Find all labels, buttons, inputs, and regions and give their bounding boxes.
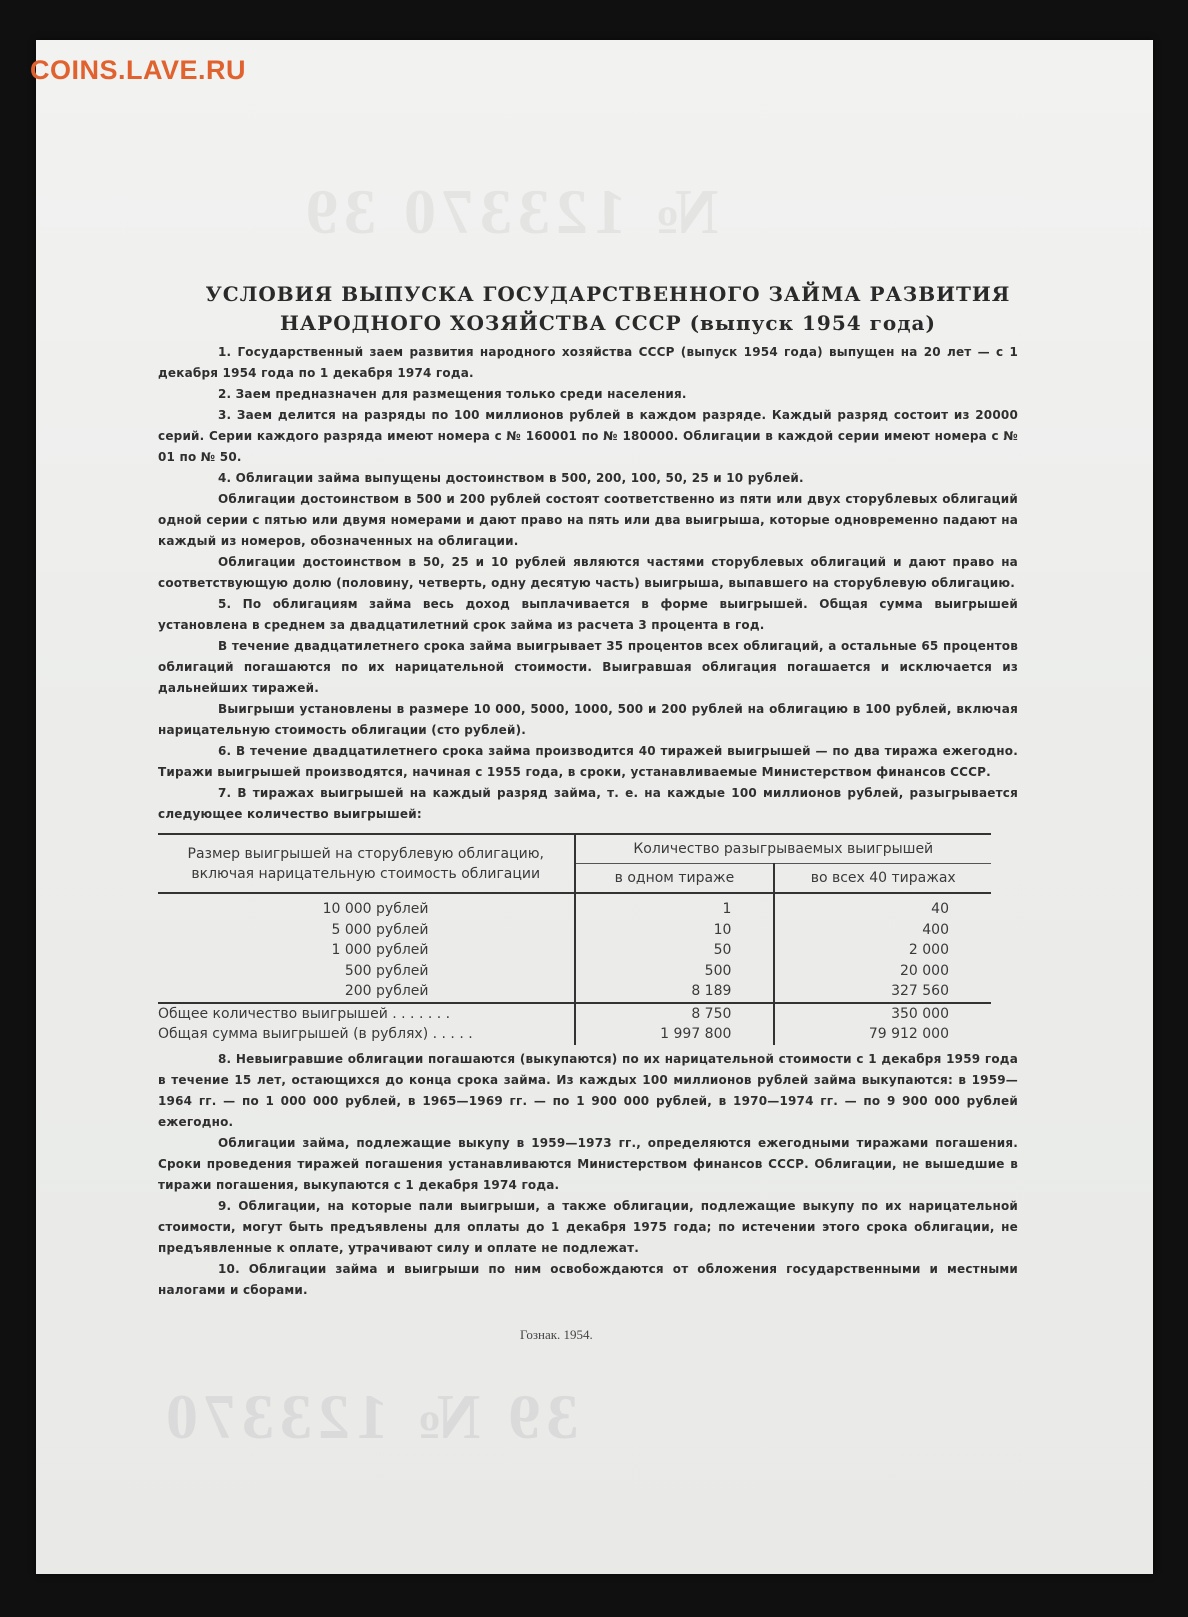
header-prize-size: Размер выигрышей на сторублевую облигацию, включая нарицательную стоимость облигации — [158, 834, 575, 893]
prizes-all-draws: 40 — [774, 899, 991, 920]
prizes-one-draw: 8 189 — [575, 981, 775, 1003]
prize-amount: 10 000 рублей — [322, 901, 429, 917]
serial-bleed-through-bottom: 39 № 123370 — [160, 1381, 579, 1452]
header-number-of-prizes: Количество разыгрываемых выигрышей — [575, 834, 992, 864]
paragraph: 1. Государственный заем развития народного хозяйства СССР (выпуск 1954 года) выпущен на 20 лет — с 1 декабря 1954 года по 1 декабря 1974 года. — [158, 345, 1018, 380]
total-row — [158, 1003, 991, 1025]
title-line-2: НАРОДНОГО ХОЗЯЙСТВА СССР (выпуск 1954 года) — [280, 311, 936, 335]
paragraph: 2. Заем предназначен для размещения только среди населения. — [218, 387, 687, 401]
prize-amount: 500 рублей — [344, 962, 429, 979]
table-row — [158, 961, 991, 982]
header-all-draws: во всех 40 тиражах — [774, 864, 991, 894]
prizes-all-draws: 400 — [774, 920, 991, 941]
prizes-all-draws: 2 000 — [774, 940, 991, 961]
paragraph: Облигации займа, подлежащие выкупу в 1959—1973 гг., определяются ежегодными тиражами погашения. Сроки проведения тиражей погашения устанавливаются Министерством финансов СССР. Облигации, не вышедшие в тиражи погашения, выкупаются с 1 декабря 1974 года. — [158, 1135, 1018, 1192]
serial-bleed-through-top: № 123370 39 — [300, 176, 719, 247]
table-row — [158, 981, 991, 1003]
prize-amount: 200 рублей — [344, 983, 429, 999]
paragraph: 3. Заем делится на разряды по 100 миллионов рублей в каждом разряде. Каждый разряд состоит из 20000 серий. Серии каждого разряда имеют номера с № 160001 по № 180000. Облигации в каждой серии имеют номера с № 01 по № 50. — [158, 408, 1018, 464]
winnings-table — [158, 833, 991, 1045]
paragraph: Облигации достоинством в 50, 25 и 10 рублей являются частями сторублевых облигаций и дают право на соответствующую долю (половину, четверть, одну десятую часть) выигрыша, выпавшего на сторублевую облигацию. — [158, 555, 1018, 590]
paragraphs-before-table — [158, 342, 1018, 825]
total-all-draws: 79 912 000 — [774, 1024, 991, 1045]
prize-amount: 5 000 рублей — [331, 921, 429, 938]
table-row — [158, 920, 991, 941]
prizes-one-draw: 10 — [575, 920, 775, 941]
prizes-all-draws: 327 560 — [774, 981, 991, 1003]
title-line-1: УСЛОВИЯ ВЫПУСКА ГОСУДАРСТВЕННОГО ЗАЙМА РАЗВИТИЯ — [205, 282, 1011, 306]
prizes-one-draw: 1 — [575, 899, 775, 920]
total-label: Общая сумма выигрышей (в рублях) . . . . . — [158, 1026, 473, 1042]
table-row — [158, 899, 991, 920]
prizes-one-draw: 500 — [575, 961, 775, 982]
prizes-all-draws: 20 000 — [774, 961, 991, 982]
document-title — [158, 280, 1018, 338]
total-all-draws: 350 000 — [774, 1003, 991, 1025]
paragraph: 7. В тиражах выигрышей на каждый разряд займа, т. е. на каждые 100 миллионов рублей, разыгрывается следующее количество выигрышей: — [158, 786, 1018, 821]
prizes-one-draw: 50 — [575, 940, 775, 961]
paragraph: 6. В течение двадцатилетнего срока займа производится 40 тиражей выигрышей — по два тиража ежегодно. Тиражи выигрышей производятся, начиная с 1955 года, в сроки, устанавливаемые Министерством финансов СССР. — [158, 744, 1018, 779]
paragraphs-after-table — [158, 1049, 1018, 1301]
printer-imprint: Гознак. 1954. — [520, 1327, 593, 1342]
prize-amount: 1 000 рублей — [331, 942, 429, 958]
paragraph: Выигрыши установлены в размере 10 000, 5000, 1000, 500 и 200 рублей на облигацию в 100 рублей, включая нарицательную стоимость облигации (сто рублей). — [158, 702, 1018, 737]
total-one-draw: 8 750 — [575, 1003, 775, 1025]
table-row — [158, 940, 991, 961]
paragraph: В течение двадцатилетнего срока займа выигрывает 35 процентов всех облигаций, а остальные 65 процентов облигаций погашаются по их нарицательной стоимости. Выигравшая облигация погашается и исключается из дальнейших тиражей. — [158, 639, 1018, 695]
total-label: Общее количество выигрышей . . . . . . . — [158, 1003, 575, 1025]
site-watermark: COINS.LAVE.RU — [30, 55, 247, 85]
total-one-draw: 1 997 800 — [575, 1024, 775, 1045]
paragraph: 4. Облигации займа выпущены достоинством в 500, 200, 100, 50, 25 и 10 рублей. — [218, 471, 804, 485]
total-row — [158, 1024, 991, 1045]
loan-conditions-document — [158, 280, 1018, 1301]
paragraph: Облигации достоинством в 500 и 200 рублей состоят соответственно из пяти или двух сторублевых облигаций одной серии с пятью или двумя номерами и дают право на пять или два выигрыша, которые одновременно падают на каждый из номеров, обозначенных на облигации. — [158, 492, 1018, 548]
paragraph: 10. Облигации займа и выигрыши по ним освобождаются от обложения государственными и местными налогами и сборами. — [158, 1261, 1018, 1297]
paragraph: 5. По облигациям займа весь доход выплачивается в форме выигрышей. Общая сумма выигрышей установлена в среднем за двадцатилетний срок займа из расчета 3 процента в год. — [158, 597, 1018, 632]
header-one-draw: в одном тираже — [575, 864, 775, 894]
paragraph: 8. Невыигравшие облигации погашаются (выкупаются) по их нарицательной стоимости с 1 декабря 1959 года в течение 15 лет, остающихся до конца срока займа. Из каждых 100 миллионов рублей займа выкупаются: в 1959—1964 гг. — по 1 000 000 рублей, в 1965—1969 гг. — по 1 900 000 рублей, в 1970—1974 гг. — по 9 900 000 рублей ежегодно. — [158, 1051, 1018, 1129]
paragraph: 9. Облигации, на которые пали выигрыши, а также облигации, подлежащие выкупу по их нарицательной стоимости, могут быть предъявлены для оплаты до 1 декабря 1975 года; по истечении этого срока облигации, не предъявленные к оплате, утрачивают силу и оплате не подлежат. — [158, 1198, 1018, 1255]
